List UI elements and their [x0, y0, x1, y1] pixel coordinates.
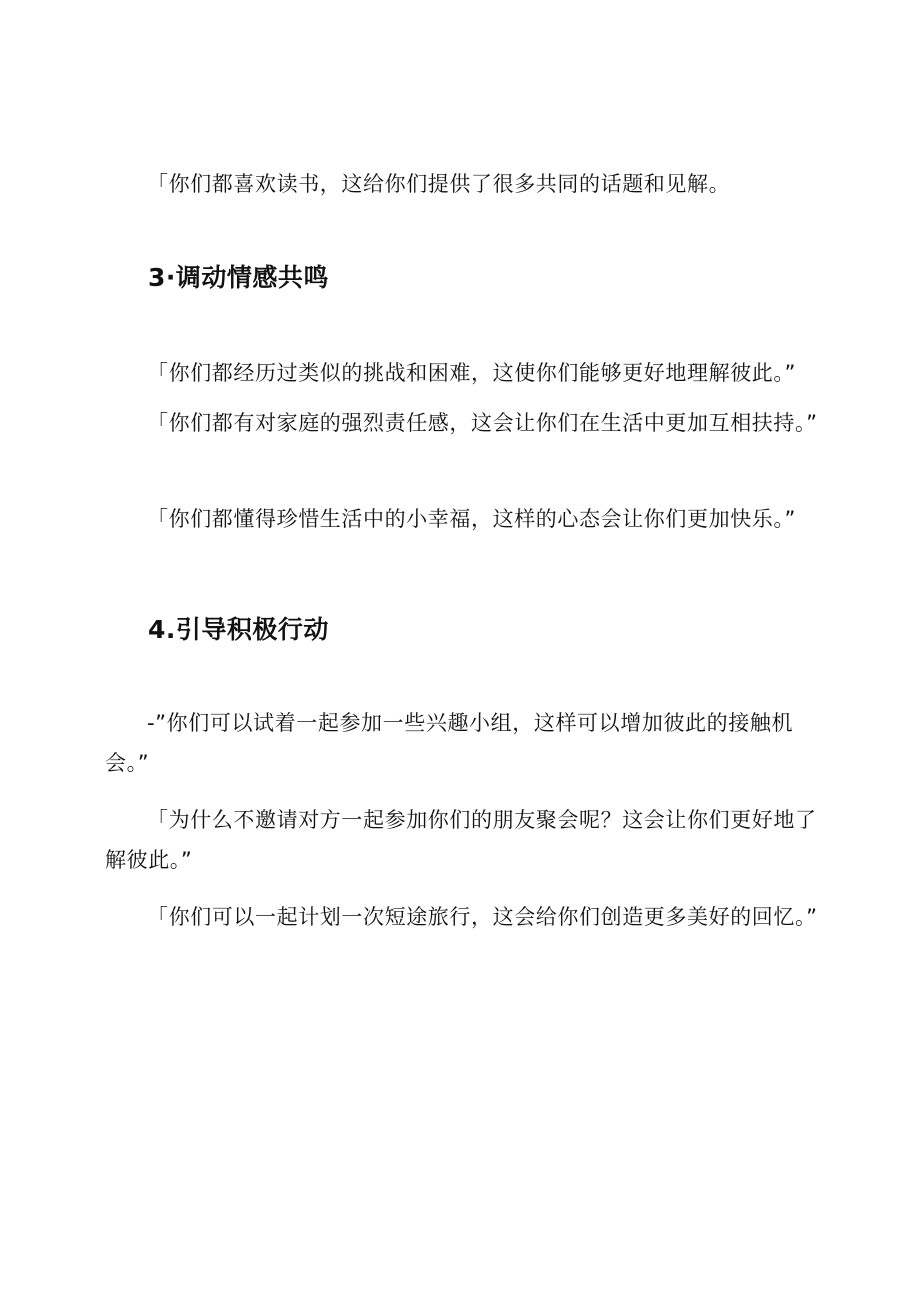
- intro-paragraph: 「你们都喜欢读书，这给你们提供了很多共同的话题和见解。: [147, 172, 731, 196]
- section-3-heading: 3·调动情感共鸣: [148, 263, 329, 292]
- section-4-paragraph-2: 「为什么不邀请对方一起参加你们的朋友聚会呢？这会让你们更好地了解彼此。”: [105, 808, 817, 872]
- section-4-heading: 4.引导积极行动: [148, 615, 329, 644]
- section-4-paragraph-3: 「你们可以一起计划一次短途旅行，这会给你们创造更多美好的回忆。”: [147, 905, 818, 929]
- section-4-paragraph-1: -”你们可以试着一起参加一些兴趣小组，这样可以增加彼此的接触机会。”: [105, 711, 794, 775]
- section-3-paragraph-3: 「你们都懂得珍惜生活中的小幸福，这样的心态会让你们更加快乐。”: [147, 507, 796, 531]
- section-3-paragraph-1: 「你们都经历过类似的挑战和困难，这使你们能够更好地理解彼此。”: [147, 361, 796, 385]
- section-3-paragraph-2: 「你们都有对家庭的强烈责任感，这会让你们在生活中更加互相扶持。”: [147, 411, 818, 435]
